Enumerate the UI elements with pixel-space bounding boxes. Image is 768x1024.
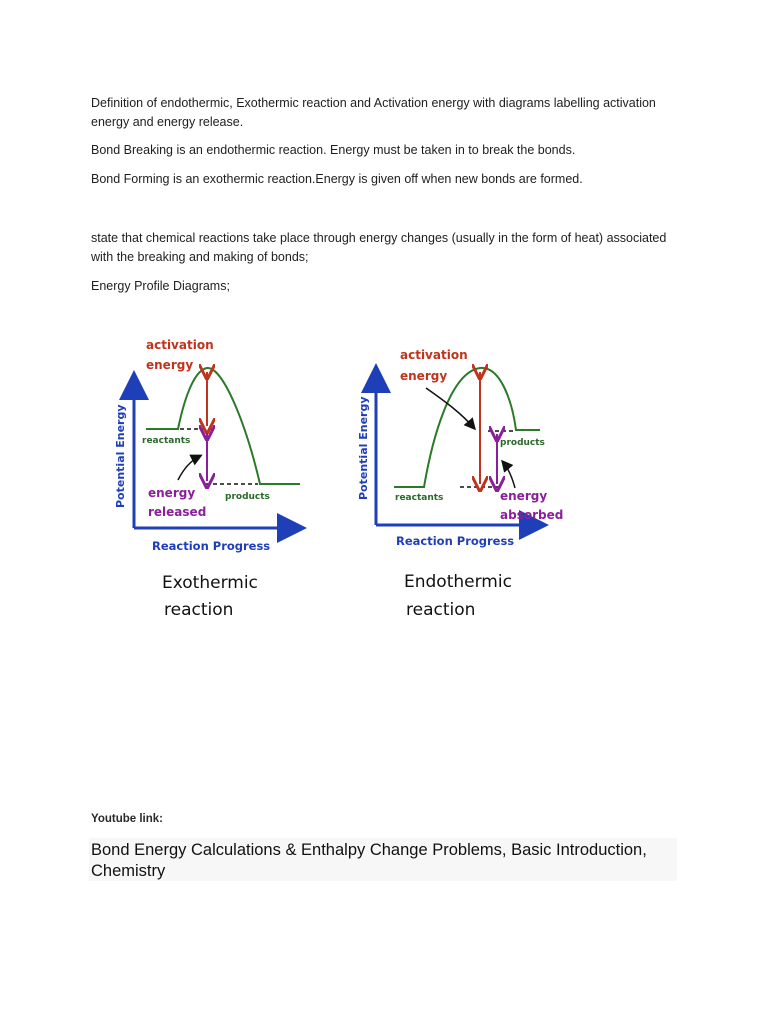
exo-pointer-arrow <box>178 456 200 480</box>
exo-reactants-label: reactants <box>142 436 191 446</box>
endo-y-axis-label: Potential Energy <box>357 396 370 500</box>
youtube-video-title[interactable]: Bond Energy Calculations & Enthalpy Change Problems, Basic Introduction, Chemistry <box>91 841 647 880</box>
endo-reactants-label: reactants <box>395 493 444 503</box>
endo-activation-label-1: activation <box>400 348 468 362</box>
bond-breaking-paragraph: Bond Breaking is an endothermic reaction. Energy must be taken in to break the bonds. <box>91 143 576 157</box>
endo-energy-pointer <box>503 462 515 488</box>
endo-caption-2: reaction <box>406 600 476 620</box>
energy-profile-heading: Energy Profile Diagrams; <box>91 279 230 293</box>
youtube-link-box[interactable] <box>89 838 677 881</box>
exo-activation-label-2: energy <box>146 358 194 372</box>
exo-x-axis-label: Reaction Progress <box>152 539 271 553</box>
exo-y-axis-label: Potential Energy <box>114 404 127 508</box>
exo-caption-1: Exothermic <box>162 573 258 593</box>
endo-energy-label-1: energy <box>500 489 548 503</box>
exo-energy-curve <box>146 368 300 484</box>
endothermic-diagram <box>357 348 563 620</box>
state-paragraph: state that chemical reactions take place through energy changes (usually in the form of heat) associated with the breaking and making of bonds; <box>91 231 667 264</box>
definition-paragraph: Definition of endothermic, Exothermic reaction and Activation energy with diagrams labelling activation energy and energy release. <box>91 96 656 129</box>
youtube-label: Youtube link: <box>91 813 163 825</box>
exo-energy-label-2: released <box>148 505 207 519</box>
exo-caption-2: reaction <box>164 600 234 620</box>
endo-energy-label-2: absorbed <box>500 508 564 522</box>
endo-activation-label-2: energy <box>400 369 448 383</box>
exo-energy-label-1: energy <box>148 486 196 500</box>
endo-caption-1: Endothermic <box>404 572 512 592</box>
endo-x-axis-label: Reaction Progress <box>396 534 515 548</box>
endo-energy-curve <box>394 368 540 487</box>
exothermic-diagram <box>114 338 300 620</box>
exo-products-label: products <box>225 492 270 502</box>
bond-forming-paragraph: Bond Forming is an exothermic reaction.Energy is given off when new bonds are formed. <box>91 172 583 186</box>
endo-products-label: products <box>500 438 545 448</box>
endo-activation-pointer <box>426 388 474 428</box>
exo-activation-label-1: activation <box>146 338 214 352</box>
